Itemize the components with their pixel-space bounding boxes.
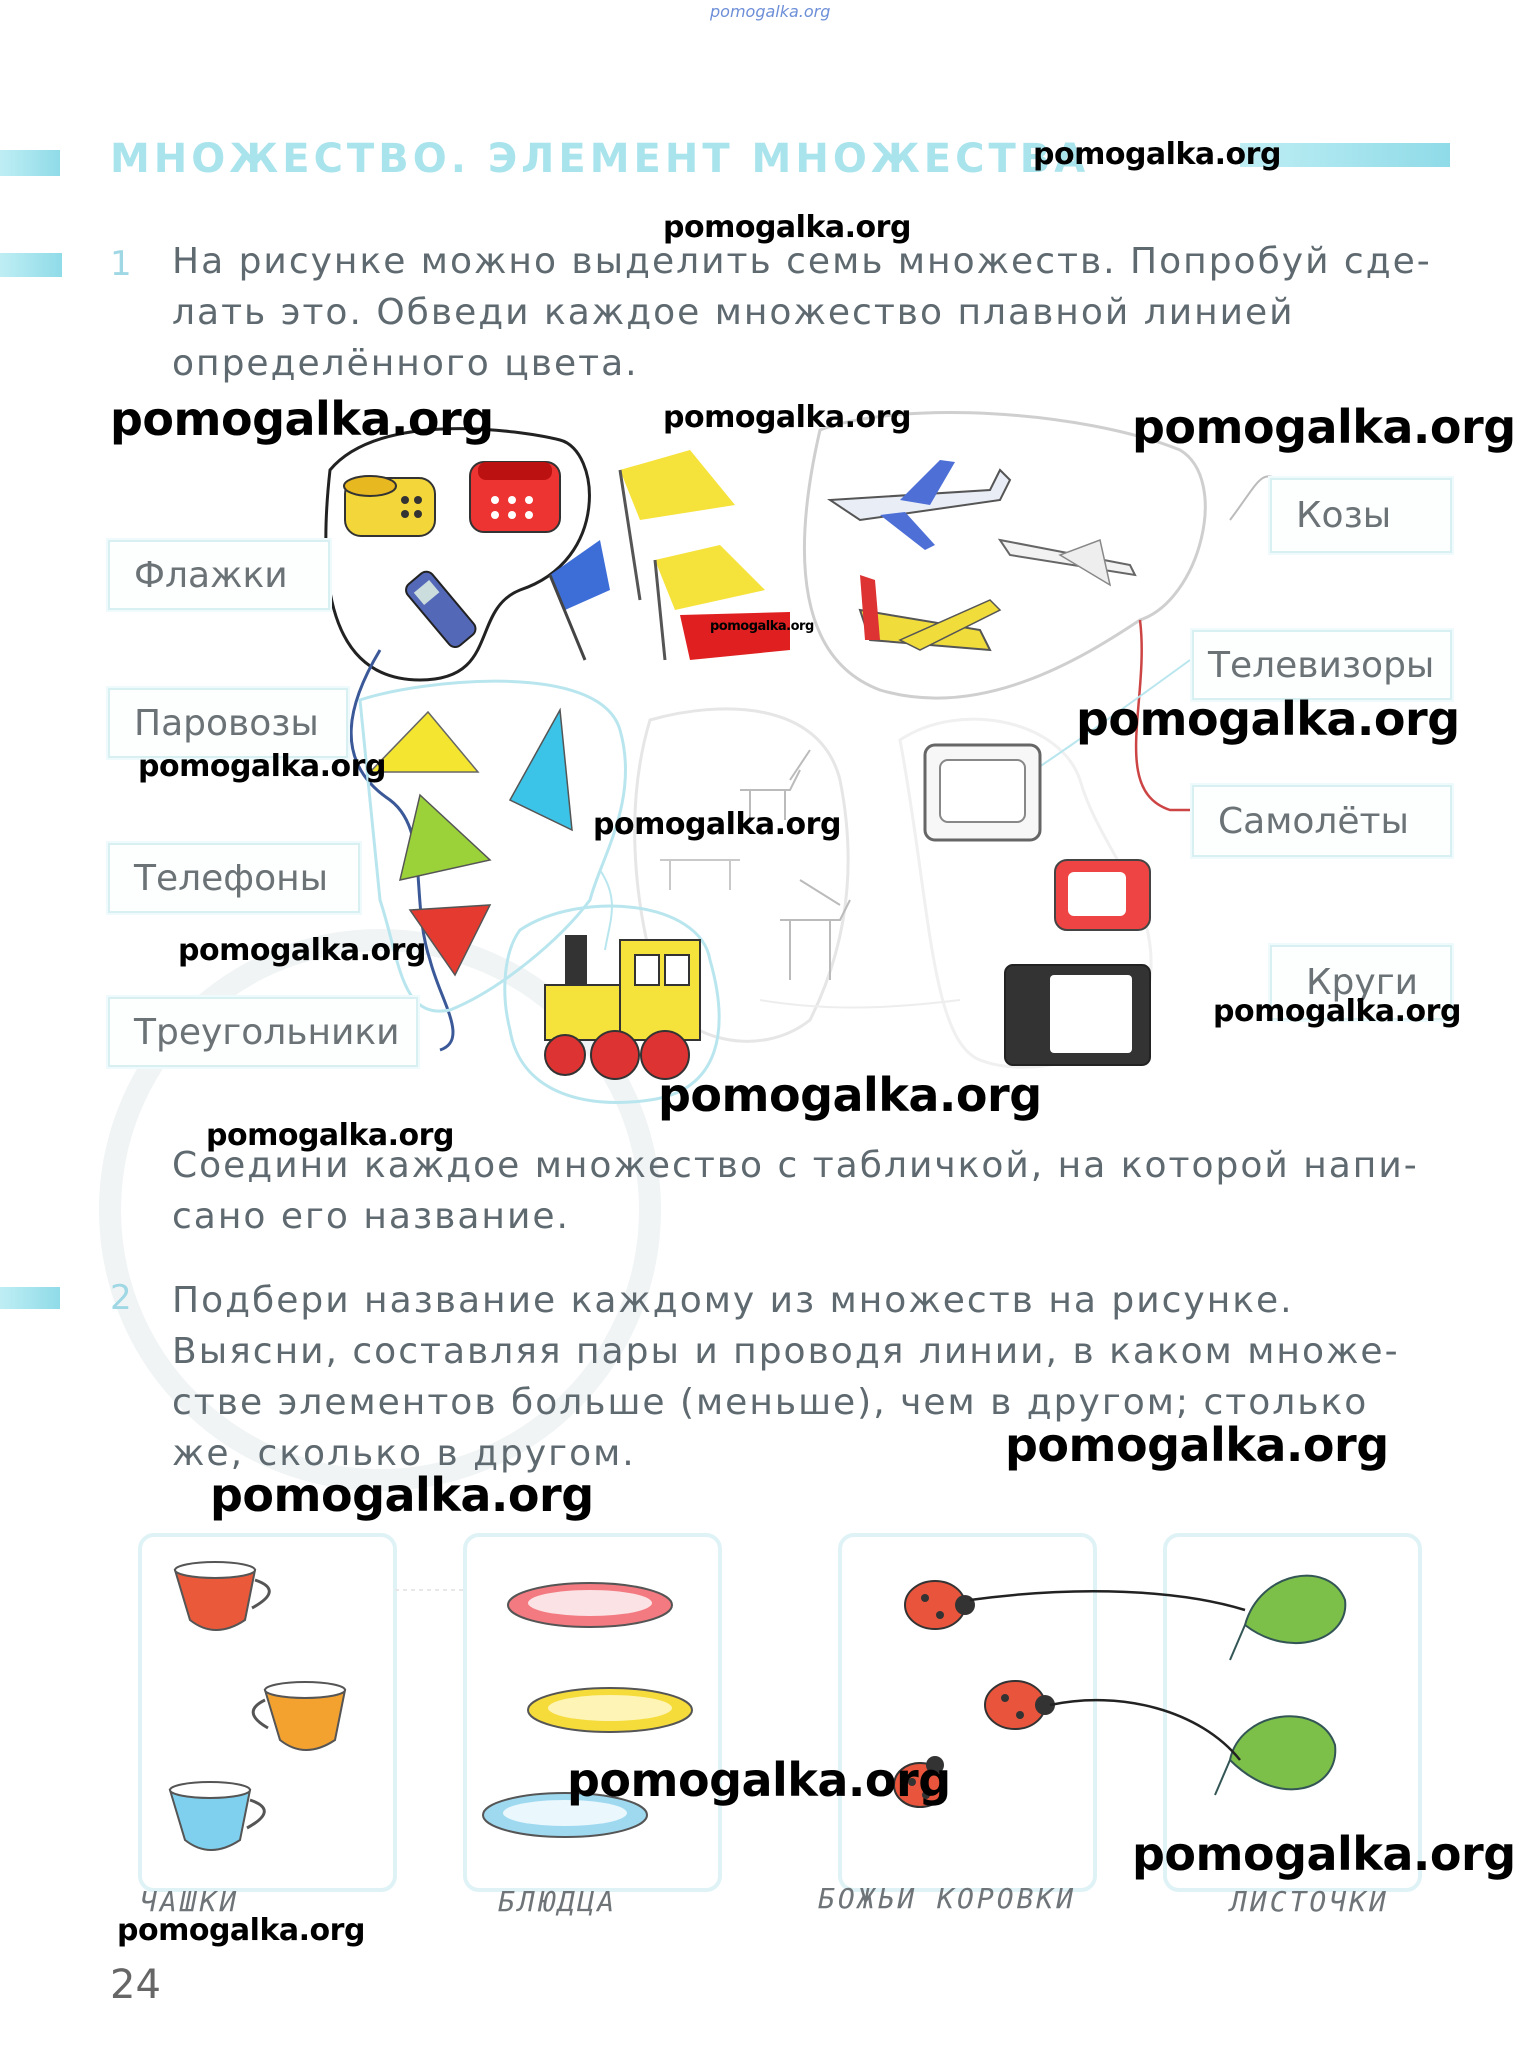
caption-leaves: ЛИСТОЧКИ <box>1230 1885 1389 1918</box>
goat-2 <box>660 860 740 890</box>
flag-blue <box>550 540 610 660</box>
task2-line: же, сколько в другом. <box>172 1433 636 1474</box>
caption-ladybugs: БОЖЬИ КОРОВКИ <box>818 1882 1077 1915</box>
triangle-green <box>400 795 490 880</box>
watermark: pomogalka.org <box>593 807 841 842</box>
ladybug-1 <box>905 1581 975 1629</box>
watermark: pomogalka.org <box>138 749 386 784</box>
train-yellow <box>545 935 700 1079</box>
plane-blue <box>830 460 1010 550</box>
ladybug-2 <box>985 1681 1055 1729</box>
task2-number: 2 <box>110 1278 132 1318</box>
label-phones[interactable]: Телефоны <box>108 843 360 913</box>
watermark: pomogalka.org <box>1132 1827 1516 1881</box>
task1-number: 1 <box>110 244 132 284</box>
page-number: 24 <box>110 1962 161 2008</box>
watermark: pomogalka.org <box>1132 400 1516 454</box>
phone-red <box>470 462 560 532</box>
task2-line: стве элементов больше (меньше), чем в другом; столько <box>172 1382 1369 1423</box>
watermark: pomogalka.org <box>210 1468 594 1522</box>
plane-yellow <box>860 575 1000 650</box>
watermark: pomogalka.org <box>178 933 426 968</box>
caption-cups: ЧАШКИ <box>140 1885 240 1918</box>
tv-white <box>925 745 1040 840</box>
watermark: pomogalka.org <box>710 619 814 634</box>
leaf-2 <box>1215 1716 1335 1795</box>
phone-mobile <box>403 568 479 650</box>
cup-red <box>175 1562 269 1630</box>
cup-orange <box>253 1682 345 1750</box>
task1-after-line: Соедини каждое множество с табличкой, на которой напи- <box>172 1145 1419 1186</box>
watermark: pomogalka.org <box>663 400 911 435</box>
task1-after-line: сано его название. <box>172 1196 570 1237</box>
triangle-blue <box>510 710 572 830</box>
phone-yellow <box>344 476 435 536</box>
task2-line: Подбери название каждому из множеств на рисунке. <box>172 1280 1294 1321</box>
top-watermark: pomogalka.org <box>710 2 831 21</box>
watermark: pomogalka.org <box>117 1913 365 1948</box>
triangle-yellow <box>370 712 478 772</box>
task2-band <box>0 1287 60 1309</box>
leaf-1 <box>1230 1576 1345 1660</box>
watermark: pomogalka.org <box>1033 137 1281 172</box>
watermark: pomogalka.org <box>110 392 494 446</box>
section-title: МНОЖЕСТВО. ЭЛЕМЕНТ МНОЖЕСТВА <box>110 136 1090 182</box>
label-flags[interactable]: Флажки <box>108 540 330 610</box>
task1-line: На рисунке можно выделить семь множеств. Попробуй сде- <box>172 241 1432 282</box>
task2-line: Выясни, составляя пары и проводя линии, в каком множе- <box>172 1331 1400 1372</box>
watermark: pomogalka.org <box>206 1118 454 1153</box>
watermark: pomogalka.org <box>1076 692 1460 746</box>
watermark: pomogalka.org <box>663 210 911 245</box>
watermark: pomogalka.org <box>1005 1418 1389 1472</box>
label-planes[interactable]: Самолёты <box>1192 785 1452 857</box>
watermark: pomogalka.org <box>658 1068 1042 1122</box>
caption-saucers: БЛЮДЦА <box>498 1885 618 1918</box>
match-line-2 <box>1050 1700 1240 1760</box>
tv-red <box>1055 860 1150 930</box>
cup-blue <box>170 1782 264 1850</box>
label-circles[interactable]: Круги <box>1270 945 1452 1020</box>
tv-black <box>1005 965 1150 1065</box>
goat-3 <box>780 880 850 980</box>
label-goats[interactable]: Козы <box>1270 478 1452 553</box>
watermark: pomogalka.org <box>567 1753 951 1807</box>
task1-line: лать это. Обведи каждое множество плавной линией <box>172 292 1295 333</box>
task1-after-text <box>172 1140 1452 1242</box>
match-line-1 <box>970 1591 1245 1610</box>
watermark: pomogalka.org <box>1213 994 1461 1029</box>
task1-line: определённого цвета. <box>172 343 639 384</box>
label-trains[interactable]: Паровозы <box>108 688 348 758</box>
label-triangles[interactable]: Треугольники <box>108 997 418 1067</box>
plane-white <box>1000 540 1135 585</box>
label-tvs[interactable]: Телевизоры <box>1192 630 1452 700</box>
